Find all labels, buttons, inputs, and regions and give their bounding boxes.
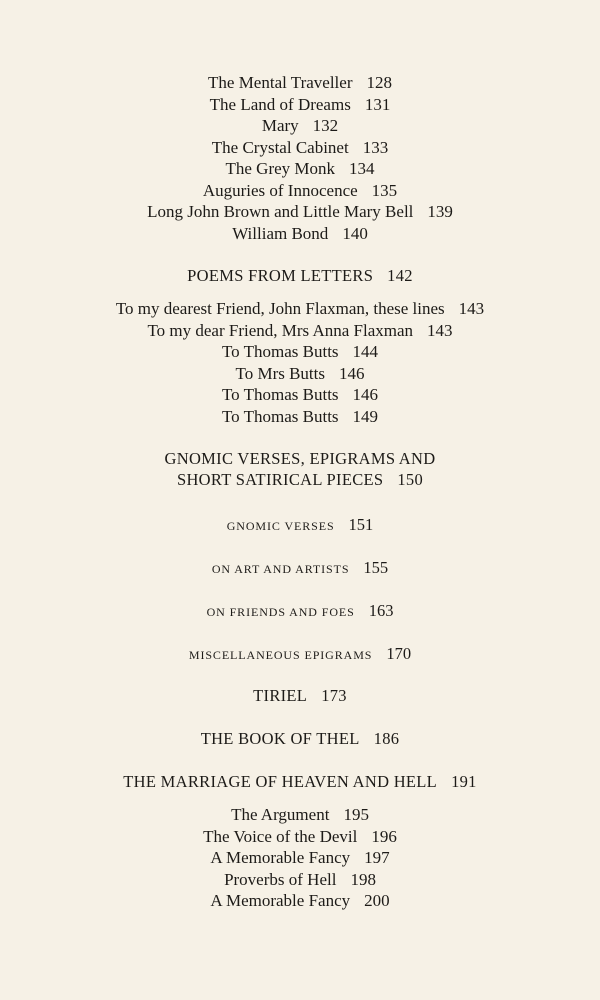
- toc-entry: [0, 365, 600, 382]
- section-heading: [0, 731, 600, 748]
- section-page: 142: [387, 266, 413, 285]
- section-heading: [0, 774, 600, 791]
- section-heading: [0, 688, 600, 705]
- section-heading: [0, 268, 600, 285]
- section-page: 173: [321, 686, 347, 705]
- section-heading-line1: [0, 451, 600, 468]
- entry-title: The Voice of the Devil: [203, 827, 358, 846]
- entry-title: A Memorable Fancy: [210, 891, 351, 910]
- entry-page: 146: [352, 385, 379, 404]
- section-title: TIRIEL: [253, 686, 308, 705]
- section-title: THE BOOK OF THEL: [200, 729, 360, 748]
- toc-entry: [0, 139, 600, 156]
- entry-page: 197: [364, 848, 390, 867]
- toc-entry: [0, 160, 600, 177]
- entry-title: The Mental Traveller: [208, 73, 353, 92]
- entry-title: The Crystal Cabinet: [211, 138, 349, 157]
- toc-entry: [0, 117, 600, 134]
- section-title: SHORT SATIRICAL PIECES: [176, 470, 384, 489]
- entry-title: William Bond: [232, 224, 329, 243]
- entry-title: To my dearest Friend, John Flaxman, these lines: [115, 299, 445, 318]
- toc-entry: [0, 300, 600, 317]
- subsection-page: 155: [363, 558, 389, 577]
- toc-entry: [0, 892, 600, 909]
- entry-title: To Thomas Butts: [221, 342, 339, 361]
- section-title: POEMS FROM LETTERS: [187, 266, 374, 285]
- entry-page: 143: [458, 299, 485, 318]
- toc-entry: [0, 182, 600, 199]
- entry-title: Proverbs of Hell: [224, 870, 337, 889]
- toc-entry: [0, 849, 600, 866]
- toc-entry: [0, 828, 600, 845]
- entry-page: 135: [371, 181, 398, 200]
- section-page: 186: [373, 729, 400, 748]
- subsection-title: ON ART AND ARTISTS: [211, 562, 350, 576]
- entry-page: 196: [371, 827, 397, 846]
- section-title: THE MARRIAGE OF HEAVEN AND HELL: [123, 772, 438, 791]
- entry-page: 128: [366, 73, 392, 92]
- section-title: GNOMIC VERSES, EPIGRAMS AND: [164, 449, 436, 468]
- section-heading-line2: [0, 472, 600, 489]
- toc-entry: [0, 871, 600, 888]
- entry-page: 200: [364, 891, 390, 910]
- entry-title: The Argument: [231, 805, 330, 824]
- entry-page: 140: [342, 224, 368, 243]
- entry-title: Long John Brown and Little Mary Bell: [147, 202, 414, 221]
- subsection-page: 151: [348, 515, 374, 534]
- entry-title: A Memorable Fancy: [210, 848, 351, 867]
- entry-page: 143: [427, 321, 453, 340]
- entry-title: Mary: [261, 116, 299, 135]
- toc-entry: [0, 203, 600, 220]
- subsection-heading: [0, 560, 600, 577]
- subsection-heading: [0, 646, 600, 663]
- entry-title: Auguries of Innocence: [202, 181, 358, 200]
- entry-page: 131: [364, 95, 391, 114]
- entry-title: To Thomas Butts: [221, 385, 339, 404]
- entry-title: To Thomas Butts: [221, 407, 339, 426]
- toc-entry: [0, 386, 600, 403]
- section-page: 150: [397, 470, 424, 489]
- subsection-heading: [0, 603, 600, 620]
- entry-page: 144: [352, 342, 379, 361]
- toc-entry: [0, 408, 600, 425]
- entry-page: 134: [349, 159, 375, 178]
- toc-entry: [0, 96, 600, 113]
- toc-entry: [0, 74, 600, 91]
- entry-page: 195: [343, 805, 369, 824]
- subsection-page: 170: [386, 644, 412, 663]
- toc-entry: [0, 322, 600, 339]
- entry-title: To my dear Friend, Mrs Anna Flaxman: [147, 321, 414, 340]
- entry-title: The Land of Dreams: [209, 95, 351, 114]
- entry-page: 198: [350, 870, 376, 889]
- entry-title: To Mrs Butts: [235, 364, 325, 383]
- entry-title: The Grey Monk: [225, 159, 336, 178]
- toc-entry: [0, 343, 600, 360]
- entry-page: 139: [427, 202, 453, 221]
- entry-page: 149: [352, 407, 379, 426]
- entry-page: 133: [362, 138, 389, 157]
- entry-page: 146: [339, 364, 365, 383]
- subsection-title: ON FRIENDS AND FOES: [206, 605, 355, 619]
- subsection-page: 163: [368, 601, 394, 620]
- entry-page: 132: [312, 116, 339, 135]
- subsection-title: MISCELLANEOUS EPIGRAMS: [188, 648, 373, 662]
- toc-entry: [0, 806, 600, 823]
- subsection-title: GNOMIC VERSES: [226, 519, 335, 533]
- subsection-heading: [0, 517, 600, 534]
- toc-entry: [0, 225, 600, 242]
- section-page: 191: [451, 772, 477, 791]
